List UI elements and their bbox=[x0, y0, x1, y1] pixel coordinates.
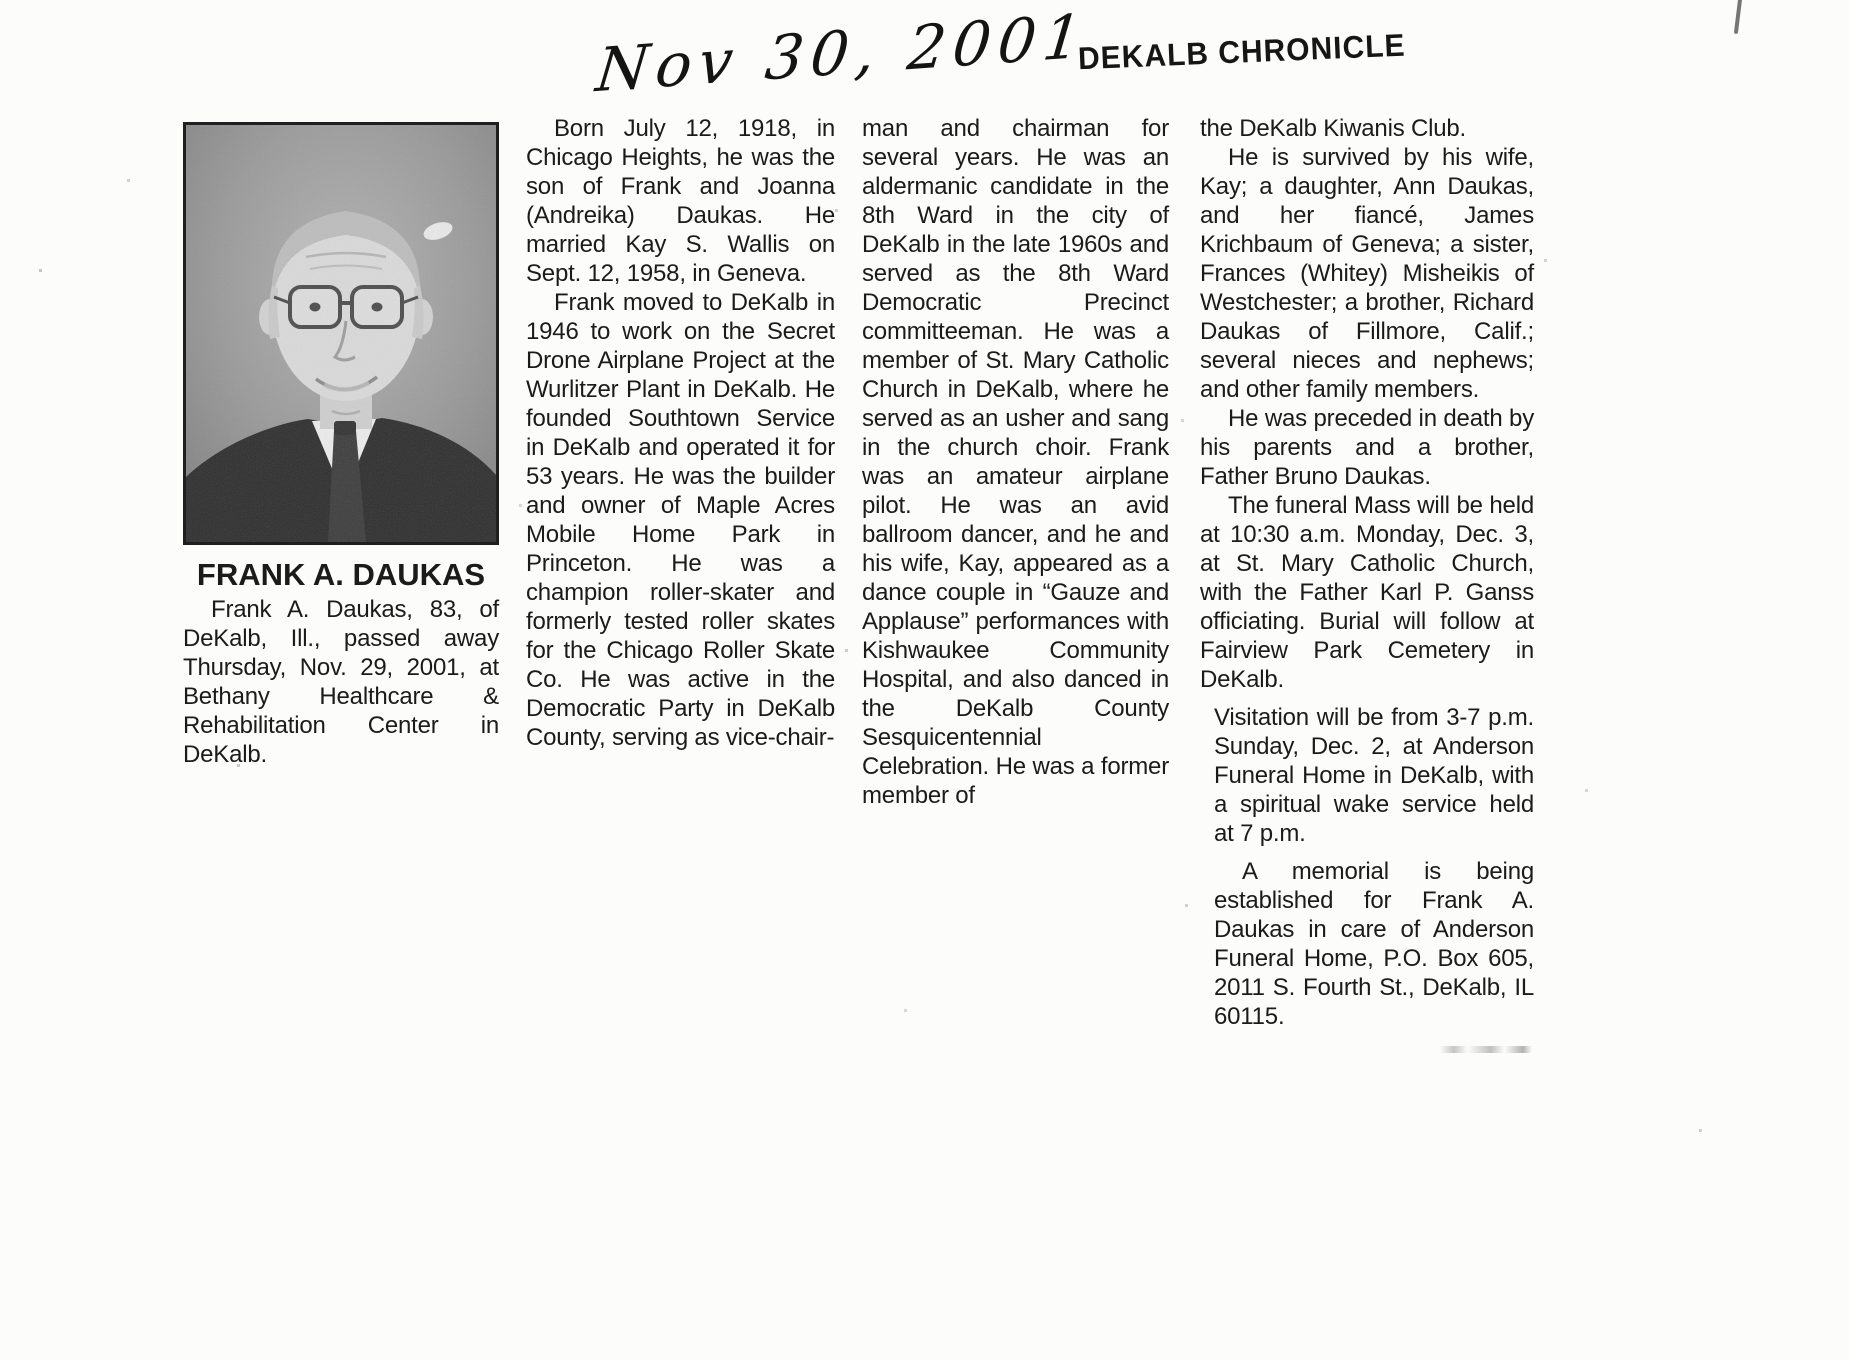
publication-name: DEKALB CHRONICLE bbox=[1077, 28, 1407, 77]
obituary-paragraph: Born July 12, 1918, in Chicago Heights, he was the son of Frank and Joanna (Andreika) Daukas. He married Kay S. Wallis on Sept. 12, 1958, in Geneva. bbox=[526, 115, 835, 287]
obituary-column-2 bbox=[526, 114, 835, 752]
obituary-column-4 bbox=[1200, 114, 1534, 1031]
obituary-paragraph-visitation: Visitation will be from 3-7 p.m. Sunday, Dec. 2, at Anderson Funeral Home in DeKalb, with a spiritual wake service held at 7 p.m. bbox=[1214, 704, 1534, 847]
obituary-paragraph: He was preceded in death by his parents and a brother, Father Bruno Daukas. bbox=[1200, 405, 1534, 490]
handwritten-date: Nov 30, 2001 bbox=[592, 1, 1092, 107]
scan-smudge bbox=[1440, 1046, 1532, 1053]
obituary-column-3 bbox=[862, 114, 1169, 810]
portrait-photo bbox=[183, 122, 499, 545]
scan-speckles bbox=[0, 0, 1, 1]
scan-artifact-mark bbox=[1734, 0, 1742, 34]
obituary-headline: FRANK A. DAUKAS bbox=[196, 557, 486, 592]
obituary-paragraph-intro: Frank A. Daukas, 83, of DeKalb, Ill., passed away Thursday, Nov. 29, 2001, at Bethany Healthcare & Rehabilitation Center in DeKalb. bbox=[183, 596, 499, 768]
obituary-paragraph: The funeral Mass will be held at 10:30 a.m. Monday, Dec. 3, at St. Mary Catholic Church, with the Father Karl P. Ganss officiating. Burial will follow at Fairview Park Cemetery in DeKalb. bbox=[1200, 492, 1534, 693]
obituary-paragraph: He is survived by his wife, Kay; a daughter, Ann Daukas, and her fiancé, James Krichbaum of Geneva; a sister, Frances (Whitey) Misheikis of Westchester; a brother, Richard Daukas of Fillmore, Calif.; several nieces and nephews; and other family members. bbox=[1200, 144, 1534, 403]
obituary-paragraph: Frank moved to DeKalb in 1946 to work on the Secret Drone Airplane Project at the Wurlitzer Plant in DeKalb. He founded Southtown Service in DeKalb and operated it for 53 years. He was the builder and owner of Maple Acres Mobile Home Park in Princeton. He was a champion roller-skater and formerly tested roller skates for the Chicago Roller Skate Co. He was active in the Democratic Party in DeKalb County, serving as vice-chair- bbox=[526, 289, 835, 751]
obituary-paragraph: man and chairman for several years. He was an aldermanic candidate in the 8th Ward in the city of DeKalb in the late 1960s and served as the 8th Ward Democratic Precinct committeeman. He was a member of St. Mary Catholic Church in DeKalb, where he served as an usher and sang in the church choir. Frank was an amateur airplane pilot. He was an avid ballroom dancer, and he and his wife, Kay, appeared as a dance couple in “Gauze and Applause” performances with Kishwaukee Community Hospital, and also danced in the DeKalb County Sesquicentennial Celebration. He was a former member of bbox=[862, 115, 1169, 809]
portrait-photo-graphic bbox=[186, 125, 496, 542]
obituary-column-1 bbox=[183, 122, 499, 769]
obituary-paragraph-memorial: A memorial is being established for Frank A. Daukas in care of Anderson Funeral Home, P.O. Box 605, 2011 S. Fourth St., DeKalb, IL 60115. bbox=[1214, 858, 1534, 1030]
obituary-paragraph: the DeKalb Kiwanis Club. bbox=[1200, 115, 1467, 142]
